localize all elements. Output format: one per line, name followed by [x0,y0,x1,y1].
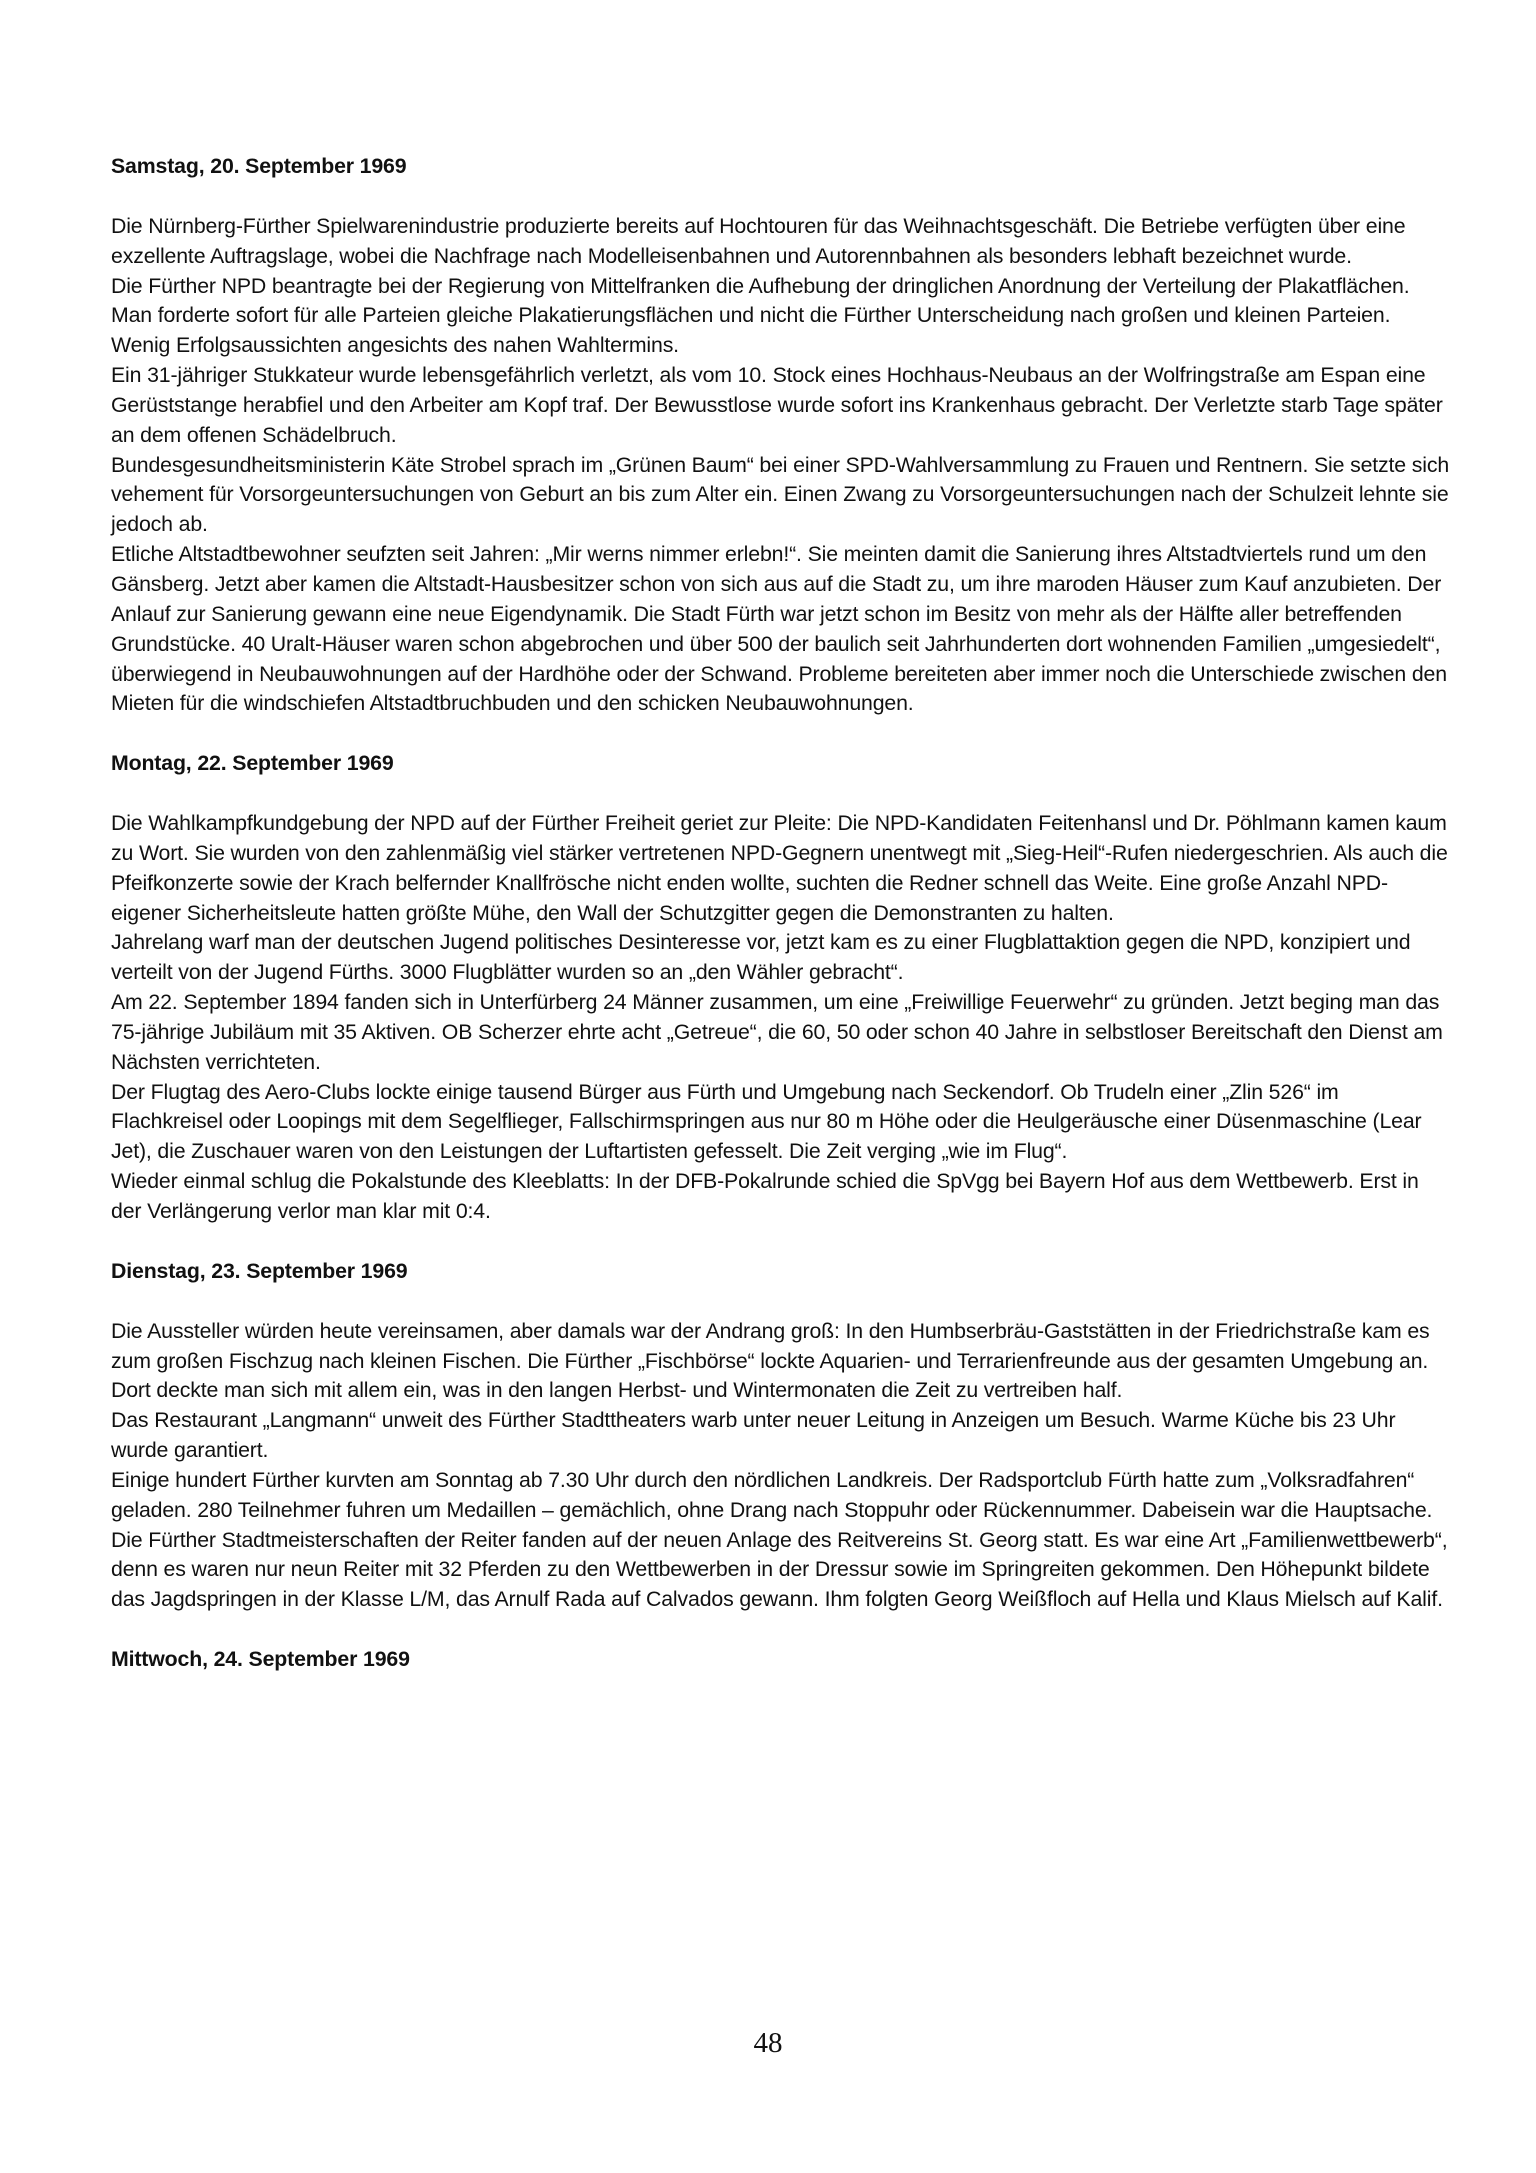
entry-paragraph: Die Fürther NPD beantragte bei der Regierung von Mittelfranken die Aufhebung der dringlichen Anordnung der Verteilung der Plakatflächen. Man forderte sofort für alle Parteien gleiche Plakatierungsflächen und nicht die Fürther Unterscheidung nach großen und kleinen Parteien. Wenig Erfolgsaussichten angesichts des nahen Wahltermins. [111,273,1410,358]
entry-body [111,212,1451,719]
entry-paragraph: Das Restaurant „Langmann“ unweit des Fürther Stadttheaters warb unter neuer Leitung in Anzeigen um Besuch. Warme Küche bis 23 Uhr wurde garantiert. [111,1408,1396,1463]
entry-paragraph: Die Fürther Stadtmeisterschaften der Reiter fanden auf der neuen Anlage des Reitvereins St. Georg statt. Es war eine Art „Familienwettbewerb“, denn es waren nur neun Reiter mit 32 Pferden zu den Wettbewerben in der Dressur sowie im Springreiten gekommen. Den Höhepunkt bildete das Jagdspringen in der Klasse L/M, das Arnulf Rada auf Calvados gewann. Ihm folgten Georg Weißfloch auf Hella und Klaus Mielsch auf Kalif. [111,1527,1448,1612]
diary-entry-sept-22 [111,749,1451,1227]
page-number: 48 [753,2027,783,2059]
entry-date-heading: Montag, 22. September 1969 [111,751,394,776]
diary-entry-2026-sept-20 [111,152,1451,719]
entry-paragraph: Ein 31-jähriger Stukkateur wurde lebensgefährlich verletzt, als vom 10. Stock eines Hochhaus-Neubaus an der Wolfringstraße am Espan eine Gerüststange herabfiel und den Arbeiter am Kopf traf. Der Bewusstlose wurde sofort ins Krankenhaus gebracht. Der Verletzte starb Tage später an dem offenen Schädelbruch. [111,363,1443,447]
entry-paragraph: Die Aussteller würden heute vereinsamen, aber damals war der Andrang groß: In den Humbserbräu-Gaststätten in der Friedrichstraße kam es zum großen Fischzug nach kleinen Fischen. Die Fürther „Fischbörse“ lockte Aquarien- und Terrarienfreunde aus der gesamten Umgebung an. Dort deckte man sich mit allem ein, was in den langen Herbst- und Wintermonaten die Zeit zu vertreiben half. [111,1318,1430,1403]
document-page [111,152,1451,1705]
entry-paragraph: Die Nürnberg-Fürther Spielwarenindustrie produzierte bereits auf Hochtouren für das Weihnachtsgeschäft. Die Betriebe verfügten über eine exzellente Auftragslage, wobei die Nachfrage nach Modelleisenbahnen und Autorennbahnen als besonders lebhaft bezeichnet wurde. [111,213,1406,268]
entry-paragraph: Etliche Altstadtbewohner seufzten seit Jahren: „Mir werns nimmer erlebn!“. Sie meinten damit die Sanierung ihres Altstadtviertels rund um den Gänsberg. Jetzt aber kamen die Altstadt-Hausbesitzer schon von sich aus auf die Stadt zu, um ihre maroden Häuser zum Kauf anzubieten. Der Anlauf zur Sanierung gewann eine neue Eigendynamik. Die Stadt Fürth war jetzt schon im Besitz von mehr als der Hälfte aller betreffenden Grundstücke. 40 Uralt-Häuser waren schon abgebrochen und über 500 der baulich seit Jahrhunderten dort wohnenden Familien „umgesiedelt“, überwiegend in Neubauwohnungen auf der Hardhöhe oder der Schwand. Probleme bereiteten aber immer noch die Unterschiede zwischen den Mieten für die windschiefen Altstadtbruchbuden und den schicken Neubauwohnungen. [111,542,1447,716]
entry-date-heading: Dienstag, 23. September 1969 [111,1258,408,1283]
entry-date-heading: Samstag, 20. September 1969 [111,154,407,178]
entry-paragraph: Jahrelang warf man der deutschen Jugend politisches Desinteresse vor, jetzt kam es zu einer Flugblattaktion gegen die NPD, konzipiert und verteilt von der Jugend Fürths. 3000 Flugblätter wurden so an „den Wähler gebracht“. [111,930,1411,985]
entry-paragraph: Der Flugtag des Aero-Clubs lockte einige tausend Bürger aus Fürth und Umgebung nach Seckendorf. Ob Trudeln einer „Zlin 526“ im Flachkreisel oder Loopings mit dem Segelflieger, Fallschirmspringen aus nur 80 m Höhe oder die Heulgeräusche einer Düsenmaschine (Lear Jet), die Zuschauer waren von den Leistungen der Luftartisten gefesselt. Die Zeit verging „wie im Flug“. [111,1079,1422,1164]
entry-body [111,1317,1451,1615]
entry-paragraph: Bundesgesundheitsministerin Käte Strobel sprach im „Grünen Baum“ bei einer SPD-Wahlversammlung zu Frauen und Rentnern. Sie setzte sich vehement für Vorsorgeuntersuchungen von Geburt an bis zum Alter ein. Einen Zwang zu Vorsorgeuntersuchungen nach der Schulzeit lehnte sie jedoch ab. [111,452,1450,537]
diary-entry-sept-23 [111,1257,1451,1615]
entry-paragraph: Die Wahlkampfkundgebung der NPD auf der Fürther Freiheit geriet zur Pleite: Die NPD-Kandidaten Feitenhansl und Dr. Pöhlmann kamen kaum zu Wort. Sie wurden von den zahlenmäßig viel stärker vertretenen NPD-Gegnern unentwegt mit „Sieg-Heil“-Rufen niedergeschrien. Als auch die Pfeifkonzerte sowie der Krach belfernder Knallfrösche nicht enden wollte, suchten die Redner schnell das Weite. Eine große Anzahl NPD-eigener Sicherheitsleute hatten größte Mühe, den Wall der Schutzgitter gegen die Demonstranten zu halten. [111,811,1448,925]
entry-paragraph: Wieder einmal schlug die Pokalstunde des Kleeblatts: In der DFB-Pokalrunde schied die SpVgg bei Bayern Hof aus dem Wettbewerb. Erst in der Verlängerung verlor man klar mit 0:4. [111,1169,1419,1223]
entry-body [111,809,1451,1227]
entry-paragraph: Am 22. September 1894 fanden sich in Unterfürberg 24 Männer zusammen, um eine „Freiwillige Feuerwehr“ zu gründen. Jetzt beging man das 75-jährige Jubiläum mit 35 Aktiven. OB Scherzer ehrte acht „Getreue“, die 60, 50 oder schon 40 Jahre in selbstloser Bereitschaft den Dienst am Nächsten verrichteten. [111,990,1443,1074]
entry-date-heading: Mittwoch, 24. September 1969 [111,1647,410,1672]
diary-entry-sept-24 [111,1645,1451,1675]
entry-paragraph: Einige hundert Fürther kurvten am Sonntag ab 7.30 Uhr durch den nördlichen Landkreis. Der Radsportclub Fürth hatte zum „Volksradfahren“ geladen. 280 Teilnehmer fuhren um Medaillen – gemächlich, ohne Drang nach Stoppuhr oder Rückennummer. Dabeisein war die Hauptsache. [111,1467,1433,1522]
